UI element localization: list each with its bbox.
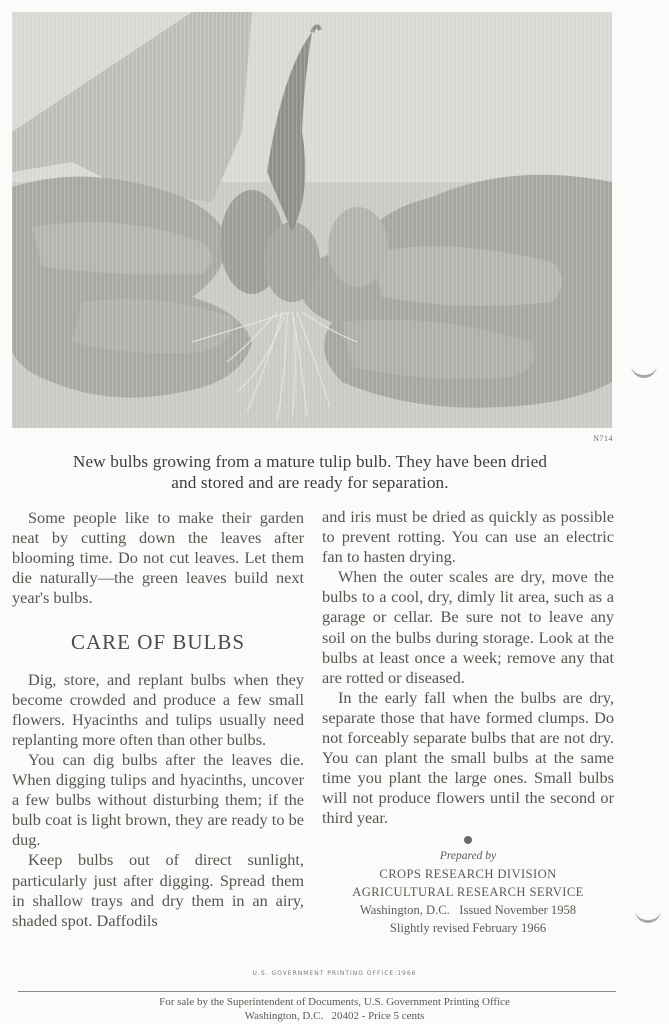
continued-paragraph: and iris must be dried as quickly as possible to prevent rotting. You can use an electric fan to hasten drying. xyxy=(322,507,614,567)
caption-line: and stored and are ready for separation. xyxy=(171,473,449,492)
printing-office-note: U.S. GOVERNMENT PRINTING OFFICE:1966 xyxy=(252,970,417,977)
bullet-dot-icon xyxy=(464,836,472,844)
revision-date: Slightly revised February 1966 xyxy=(389,920,547,935)
right-column xyxy=(322,507,614,937)
sale-notice xyxy=(0,995,669,1023)
body-paragraph: You can dig bulbs after the leaves die. When digging tulips and hyacinths, uncover a few bulbs without disturbing them; if the bulb coat is light brown, they are ready to be dug. xyxy=(12,749,304,850)
body-paragraph: Dig, store, and replant bulbs when they become crowded and produce a few small flowers. Hyacinths and tulips usually need replanting more often than other bulbs. xyxy=(12,669,304,749)
sale-line: Washington, D.C. 20402 - Price 5 cents xyxy=(244,1010,425,1022)
binder-hole-icon xyxy=(631,362,657,378)
body-paragraph: In the early fall when the bulbs are dry, separate those that have formed clumps. Do not forceably separate bulbs that are not dry. You can plant the small bulbs at the same time you plant the large ones. Small bulbs will not produce flowers until the second or third year. xyxy=(322,687,614,828)
service-name: AGRICULTURAL RESEARCH SERVICE xyxy=(352,884,584,899)
footer-divider xyxy=(18,991,616,992)
caption-line: New bulbs growing from a mature tulip bulb. They have been dried xyxy=(72,452,548,471)
sale-line: For sale by the Superintendent of Documents, U.S. Government Printing Office xyxy=(159,996,510,1008)
figure-code: N714 xyxy=(593,434,613,443)
body-paragraph: When the outer scales are dry, move the bulbs to a cool, dry, dimly lit area, such as a garage or cellar. Be sure not to leave any soil on the bulbs during storage. Look at the bulbs at least once a week; remove any that are rotted or diseased. xyxy=(322,567,614,687)
figure-caption xyxy=(8,451,612,493)
left-column xyxy=(12,508,304,931)
division-name: CROPS RESEARCH DIVISION xyxy=(379,866,557,881)
issue-date: Washington, D.C. Issued November 1958 xyxy=(359,902,577,917)
credits-block xyxy=(322,847,614,937)
body-paragraph: Keep bulbs out of direct sunlight, particularly just after digging. Spread them in shallow trays and dry them in an airy, shaded spot. Daffodils xyxy=(12,850,304,930)
prepared-by: Prepared by xyxy=(439,849,497,862)
photo-illustration xyxy=(12,12,612,428)
section-heading: CARE OF BULBS xyxy=(70,630,246,655)
binder-hole-icon xyxy=(635,907,661,923)
tulip-bulb-photo xyxy=(12,12,612,428)
intro-paragraph: Some people like to make their garden neat by cutting down the leaves after blooming time. Do not cut leaves. Let them die naturally—the green leaves build next year's bulbs. xyxy=(12,508,304,608)
